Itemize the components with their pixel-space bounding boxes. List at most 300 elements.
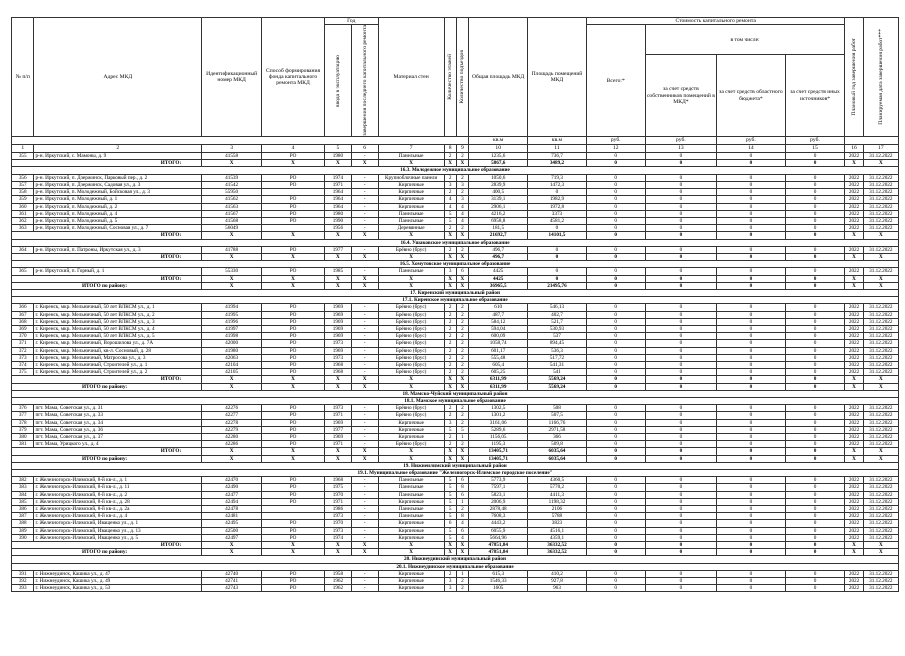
table-cell: РО bbox=[262, 333, 325, 340]
table-cell: 1964 bbox=[325, 189, 352, 196]
table-cell: 0 bbox=[586, 174, 645, 181]
table-row bbox=[12, 268, 899, 275]
table-cell: 2022 bbox=[845, 304, 863, 311]
table-cell: 0 bbox=[645, 527, 717, 534]
table-cell: 0 bbox=[645, 311, 717, 318]
table-cell: 41562 bbox=[202, 196, 262, 203]
table-cell: Панельные bbox=[378, 477, 444, 484]
table-cell: 0 bbox=[586, 455, 645, 462]
table-row bbox=[12, 434, 899, 441]
table-cell: 369 bbox=[12, 325, 34, 332]
table-cell: X bbox=[202, 282, 262, 289]
table-cell: 5 bbox=[444, 506, 456, 513]
table-cell: 382 bbox=[12, 477, 34, 484]
district-total-row bbox=[12, 383, 899, 390]
table-cell: 2906,1 bbox=[469, 203, 528, 210]
table-cell: X bbox=[444, 282, 456, 289]
table-cell: 2 bbox=[444, 412, 456, 419]
table-cell: 41568 bbox=[202, 217, 262, 224]
col-number: 11 bbox=[528, 145, 587, 153]
table-cell: 0 bbox=[645, 196, 717, 203]
table-cell: 2 bbox=[456, 354, 469, 361]
address-cell: пгт. Мама, Советская ул., д. 33 bbox=[34, 412, 202, 419]
table-cell: 6 bbox=[456, 477, 469, 484]
table-cell: X bbox=[456, 455, 469, 462]
table-cell: X bbox=[202, 549, 262, 556]
table-cell: Панельные bbox=[378, 513, 444, 520]
table-cell: 2022 bbox=[845, 412, 863, 419]
table-cell: 0 bbox=[645, 304, 717, 311]
capital-repair-table bbox=[11, 17, 899, 592]
table-cell: 31.12.2022 bbox=[863, 354, 898, 361]
table-cell: 361 bbox=[12, 210, 34, 217]
table-cell: 1195,3 bbox=[469, 441, 528, 448]
table-cell: 0 bbox=[717, 578, 785, 585]
table-cell: 0 bbox=[717, 361, 785, 368]
table-cell: 0 bbox=[586, 210, 645, 217]
table-cell: 380 bbox=[12, 434, 34, 441]
table-cell: X bbox=[325, 275, 352, 282]
table-cell: Брёвно (брус) bbox=[378, 340, 444, 347]
table-cell: Кирпичные bbox=[378, 196, 444, 203]
table-cell: РО bbox=[262, 347, 325, 354]
table-cell: 371 bbox=[12, 340, 34, 347]
table-cell: 42743 bbox=[202, 585, 262, 592]
table-cell: 521,7 bbox=[528, 318, 587, 325]
table-cell: 509,8 bbox=[528, 441, 587, 448]
table-cell: 610 bbox=[469, 304, 528, 311]
table-cell: РО bbox=[262, 196, 325, 203]
table-row bbox=[12, 412, 899, 419]
table-cell: РО bbox=[262, 520, 325, 527]
col-year-commission-header: ввода в эксплуатацию bbox=[325, 25, 352, 137]
table-cell: 537 bbox=[528, 333, 587, 340]
table-row bbox=[12, 153, 899, 160]
table-cell: X bbox=[444, 232, 456, 239]
table-cell: 0 bbox=[528, 189, 587, 196]
table-cell: 0 bbox=[717, 376, 785, 383]
table-row bbox=[12, 325, 899, 332]
address-cell: г. Киренск, мкр. Мельничный, 50 лет ВЛКСМ ул., д. 1 bbox=[34, 304, 202, 311]
table-cell: 31.12.2022 bbox=[863, 347, 898, 354]
table-cell: 42000 bbox=[202, 340, 262, 347]
table-cell: X bbox=[444, 275, 456, 282]
table-cell: 2 bbox=[456, 174, 469, 181]
table-cell: X bbox=[378, 542, 444, 549]
table-cell: 601,17 bbox=[469, 347, 528, 354]
table-cell: Кирпичные bbox=[378, 578, 444, 585]
table-cell: 41995 bbox=[202, 311, 262, 318]
table-cell: 370 bbox=[12, 333, 34, 340]
table-cell: 381 bbox=[12, 441, 34, 448]
table-cell: X bbox=[456, 275, 469, 282]
table-cell: РО bbox=[262, 354, 325, 361]
table-row bbox=[12, 484, 899, 491]
table-cell: 366 bbox=[528, 434, 587, 441]
table-cell: 0 bbox=[645, 405, 717, 412]
table-cell: 3139,1 bbox=[469, 196, 528, 203]
section-header-row bbox=[12, 167, 899, 174]
table-cell: 0 bbox=[645, 498, 717, 505]
column-numbers-row bbox=[12, 145, 899, 153]
total-label: ИТОГО по району: bbox=[12, 282, 202, 289]
table-cell: 517,72 bbox=[528, 354, 587, 361]
table-cell: X bbox=[845, 549, 863, 556]
table-cell: 31.12.2022 bbox=[863, 369, 898, 376]
table-cell: 2 bbox=[456, 347, 469, 354]
subtotal-row bbox=[12, 253, 899, 260]
table-cell: 0 bbox=[717, 268, 785, 275]
table-row bbox=[12, 354, 899, 361]
address-cell: р-н. Иркутский, п. Дзержинск, Парковый пер., д. 2 bbox=[34, 174, 202, 181]
table-cell: 1971 bbox=[325, 181, 352, 188]
section-title: 17. Киренский муниципальный район bbox=[12, 289, 899, 296]
section-header-row bbox=[12, 397, 899, 404]
table-cell: X bbox=[262, 160, 325, 167]
table-cell: 2878,48 bbox=[469, 506, 528, 513]
table-cell: 1974 bbox=[325, 534, 352, 541]
table-cell: 2 bbox=[456, 311, 469, 318]
table-cell: X bbox=[863, 455, 898, 462]
table-cell: 0 bbox=[586, 160, 645, 167]
table-cell: 4411,3 bbox=[528, 491, 587, 498]
table-cell: 5 bbox=[444, 498, 456, 505]
table-cell: 2022 bbox=[845, 484, 863, 491]
table-cell: 47851,84 bbox=[469, 549, 528, 556]
address-cell: р-н. Иркутский, п. Молодежный, Сосновая ул., д. 7 bbox=[34, 225, 202, 232]
table-cell: 2022 bbox=[845, 181, 863, 188]
table-cell: 41997 bbox=[202, 325, 262, 332]
table-cell: 385 bbox=[12, 498, 34, 505]
table-cell: 0 bbox=[645, 506, 717, 513]
table-cell: 0 bbox=[785, 246, 845, 253]
table-cell: X bbox=[378, 275, 444, 282]
table-cell: 2 bbox=[444, 434, 456, 441]
table-cell: - bbox=[351, 527, 378, 534]
table-cell: 2 bbox=[456, 304, 469, 311]
table-cell: Кирпичные bbox=[378, 570, 444, 577]
table-cell: 31.12.2022 bbox=[863, 153, 898, 160]
table-cell: 42495 bbox=[202, 520, 262, 527]
table-cell: 0 bbox=[645, 369, 717, 376]
table-cell: 4359,1 bbox=[528, 534, 587, 541]
table-row bbox=[12, 210, 899, 217]
table-cell: X bbox=[325, 455, 352, 462]
table-cell: 41539 bbox=[202, 174, 262, 181]
table-cell: X bbox=[378, 549, 444, 556]
address-cell: р-н. Иркутский, п. Патроны, Иркутская ул., д. 3 bbox=[34, 246, 202, 253]
table-cell: 36332,52 bbox=[528, 542, 587, 549]
address-cell: г. Железногорск-Илимский, 8-й кв-л., д. 4 bbox=[34, 513, 202, 520]
table-cell: 5 bbox=[444, 534, 456, 541]
table-cell: X bbox=[845, 542, 863, 549]
table-cell: X bbox=[456, 253, 469, 260]
table-cell: 1980 bbox=[325, 210, 352, 217]
table-cell: 402,7 bbox=[528, 311, 587, 318]
table-cell: 2022 bbox=[845, 426, 863, 433]
table-cell: 4360,5 bbox=[528, 477, 587, 484]
table-cell: 4443,2 bbox=[469, 520, 528, 527]
table-cell: - bbox=[351, 498, 378, 505]
table-cell: 0 bbox=[586, 376, 645, 383]
total-label: ИТОГО: bbox=[12, 160, 202, 167]
table-cell: 0 bbox=[645, 426, 717, 433]
table-cell: 6 bbox=[444, 520, 456, 527]
unit-cell: кв.м bbox=[528, 137, 587, 145]
table-cell: 1977 bbox=[325, 426, 352, 433]
table-cell: 36965,5 bbox=[469, 282, 528, 289]
col-number: 7 bbox=[378, 145, 444, 153]
table-cell: - bbox=[351, 585, 378, 592]
table-row bbox=[12, 520, 899, 527]
table-cell: 0 bbox=[586, 354, 645, 361]
table-cell: - bbox=[351, 419, 378, 426]
table-cell: 2 bbox=[444, 347, 456, 354]
table-cell: 2 bbox=[456, 585, 469, 592]
table-cell: X bbox=[845, 160, 863, 167]
table-cell: 2022 bbox=[845, 520, 863, 527]
table-cell: - bbox=[351, 520, 378, 527]
table-cell: 541,31 bbox=[528, 361, 587, 368]
table-cell: Панельные bbox=[378, 268, 444, 275]
table-cell: X bbox=[456, 448, 469, 455]
table-cell: 4425 bbox=[469, 275, 528, 282]
table-cell: 0 bbox=[717, 441, 785, 448]
table-cell: 1969 bbox=[325, 347, 352, 354]
table-cell: Кирпичные bbox=[378, 419, 444, 426]
table-cell: РО bbox=[262, 434, 325, 441]
table-cell: 0 bbox=[785, 189, 845, 196]
table-cell: 2 bbox=[456, 189, 469, 196]
table-cell: 42063 bbox=[202, 354, 262, 361]
table-row bbox=[12, 311, 899, 318]
table-cell: 377 bbox=[12, 412, 34, 419]
table-cell: 375 bbox=[12, 369, 34, 376]
table-cell: 2839,9 bbox=[469, 181, 528, 188]
table-cell: 31.12.2022 bbox=[863, 477, 898, 484]
table-cell: 605,4 bbox=[469, 361, 528, 368]
table-cell: 0 bbox=[785, 333, 845, 340]
table-cell: 2 bbox=[444, 340, 456, 347]
table-cell: X bbox=[351, 253, 378, 260]
table-cell: РО bbox=[262, 527, 325, 534]
table-cell: 4 bbox=[456, 520, 469, 527]
table-cell: X bbox=[351, 542, 378, 549]
table-cell: 0 bbox=[586, 275, 645, 282]
table-cell: 0 bbox=[785, 181, 845, 188]
table-cell: Панельные bbox=[378, 491, 444, 498]
table-cell: 2022 bbox=[845, 513, 863, 520]
table-cell: 41563 bbox=[202, 203, 262, 210]
table-cell: Брёвно (брус) bbox=[378, 369, 444, 376]
table-cell: 0 bbox=[586, 347, 645, 354]
table-cell: 1964 bbox=[325, 203, 352, 210]
table-cell: 0 bbox=[717, 174, 785, 181]
table-cell: X bbox=[444, 160, 456, 167]
table-cell: 31.12.2022 bbox=[863, 246, 898, 253]
table-cell: 0 bbox=[645, 484, 717, 491]
table-cell: 13405,71 bbox=[469, 448, 528, 455]
col-total-area-header: Общая площадь МКД bbox=[469, 18, 528, 137]
table-cell: 0 bbox=[645, 174, 717, 181]
table-cell: 2022 bbox=[845, 318, 863, 325]
district-total-row bbox=[12, 549, 899, 556]
table-cell: 0 bbox=[528, 225, 587, 232]
table-cell: 31.12.2022 bbox=[863, 318, 898, 325]
col-number: 16 bbox=[845, 145, 863, 153]
table-cell: Кирпичные bbox=[378, 534, 444, 541]
table-cell: Брёвно (брус) bbox=[378, 325, 444, 332]
table-cell: Брёвно (брус) bbox=[378, 441, 444, 448]
table-cell: 1235,6 bbox=[469, 153, 528, 160]
table-cell: 0 bbox=[645, 477, 717, 484]
table-cell: 4216,2 bbox=[469, 210, 528, 217]
table-cell: X bbox=[845, 253, 863, 260]
table-cell: 0 bbox=[586, 282, 645, 289]
table-cell: 2022 bbox=[845, 405, 863, 412]
table-cell: 2022 bbox=[845, 498, 863, 505]
table-cell: 374 bbox=[12, 361, 34, 368]
table-cell: 1472,3 bbox=[528, 181, 587, 188]
table-cell: РО bbox=[262, 181, 325, 188]
table-cell: 410,2 bbox=[528, 570, 587, 577]
total-label: ИТОГО: bbox=[12, 275, 202, 282]
table-cell: 5 bbox=[456, 426, 469, 433]
table-cell: 2022 bbox=[845, 434, 863, 441]
table-cell: X bbox=[351, 448, 378, 455]
table-row bbox=[12, 217, 899, 224]
col-number: 17 bbox=[863, 145, 898, 153]
table-cell: 507,5 bbox=[528, 412, 587, 419]
table-cell: 6055,9 bbox=[469, 527, 528, 534]
table-cell: X bbox=[845, 383, 863, 390]
table-cell: 0 bbox=[785, 340, 845, 347]
table-cell: 0 bbox=[717, 513, 785, 520]
table-cell: - bbox=[351, 441, 378, 448]
table-cell: X bbox=[325, 549, 352, 556]
table-cell: Кирпичные bbox=[378, 520, 444, 527]
table-cell: - bbox=[351, 477, 378, 484]
table-cell: 6311,99 bbox=[469, 383, 528, 390]
table-cell: 365 bbox=[12, 268, 34, 275]
table-cell: 1969 bbox=[325, 325, 352, 332]
table-cell: X bbox=[202, 253, 262, 260]
table-cell: 0 bbox=[717, 347, 785, 354]
table-cell: 0 bbox=[717, 181, 785, 188]
table-cell: 3161,06 bbox=[469, 419, 528, 426]
table-cell: X bbox=[845, 448, 863, 455]
table-cell: Кирпичные bbox=[378, 426, 444, 433]
table-cell: 2 bbox=[456, 419, 469, 426]
table-cell: 0 bbox=[785, 542, 845, 549]
section-header-row bbox=[12, 390, 899, 397]
table-cell: X bbox=[378, 160, 444, 167]
address-cell: р-н. Иркутский, п. Молодежный, д. 2 bbox=[34, 203, 202, 210]
table-cell: - bbox=[351, 426, 378, 433]
table-cell: 0 bbox=[586, 491, 645, 498]
table-cell: 0 bbox=[586, 549, 645, 556]
table-cell: X bbox=[262, 542, 325, 549]
table-cell: X bbox=[378, 232, 444, 239]
table-cell: 0 bbox=[785, 268, 845, 275]
table-cell: 2022 bbox=[845, 534, 863, 541]
table-row bbox=[12, 181, 899, 188]
table-cell: X bbox=[444, 549, 456, 556]
table-cell: 2022 bbox=[845, 506, 863, 513]
col-number: 4 bbox=[262, 145, 325, 153]
table-cell: 0 bbox=[717, 232, 785, 239]
district-total-row bbox=[12, 455, 899, 462]
table-cell: 0 bbox=[785, 153, 845, 160]
table-cell: РО bbox=[262, 491, 325, 498]
table-cell: 1973 bbox=[325, 405, 352, 412]
table-cell: 555,48 bbox=[469, 354, 528, 361]
table-cell: 0 bbox=[586, 412, 645, 419]
col-number: 5 bbox=[325, 145, 352, 153]
table-cell: 0 bbox=[785, 347, 845, 354]
table-cell: Брёвно (брус) bbox=[378, 304, 444, 311]
table-cell: 31.12.2022 bbox=[863, 498, 898, 505]
table-cell: 1972,8 bbox=[528, 203, 587, 210]
table-cell: X bbox=[325, 253, 352, 260]
table-cell: 2022 bbox=[845, 477, 863, 484]
table-cell: 0 bbox=[586, 383, 645, 390]
table-cell: 6 bbox=[456, 491, 469, 498]
table-cell: РО bbox=[262, 318, 325, 325]
address-cell: г. Железногорск-Илимский, 8-й кв-л., д. 11 bbox=[34, 484, 202, 491]
table-cell: 0 bbox=[717, 534, 785, 541]
address-cell: р-н. Иркутский, п. Молодежный, Бойсковая ул., д. 3 bbox=[34, 189, 202, 196]
table-cell: 0 bbox=[717, 412, 785, 419]
table-cell: 0 bbox=[586, 232, 645, 239]
table-cell: 2022 bbox=[845, 347, 863, 354]
table-cell: 2 bbox=[444, 405, 456, 412]
table-cell: X bbox=[351, 282, 378, 289]
table-cell: 0 bbox=[586, 441, 645, 448]
table-cell: - bbox=[351, 311, 378, 318]
table-cell: X bbox=[456, 542, 469, 549]
table-cell: 0 bbox=[586, 369, 645, 376]
table-cell: Брёвно (брус) bbox=[378, 405, 444, 412]
table-cell: Кирпичные bbox=[378, 203, 444, 210]
table-row bbox=[12, 225, 899, 232]
table-cell: 1980 bbox=[325, 153, 352, 160]
table-cell: 2 bbox=[456, 318, 469, 325]
table-row bbox=[12, 506, 899, 513]
table-cell: X bbox=[262, 232, 325, 239]
table-cell: 5 bbox=[444, 484, 456, 491]
table-cell: 0 bbox=[717, 455, 785, 462]
table-cell: 0 bbox=[717, 246, 785, 253]
table-cell: 2 bbox=[456, 361, 469, 368]
table-cell: 1973 bbox=[325, 340, 352, 347]
table-cell: 0 bbox=[717, 153, 785, 160]
table-cell: 2022 bbox=[845, 491, 863, 498]
table-cell: 3 bbox=[456, 181, 469, 188]
table-cell: 2022 bbox=[845, 311, 863, 318]
table-cell: 0 bbox=[717, 354, 785, 361]
table-cell: 0 bbox=[785, 484, 845, 491]
table-cell: - bbox=[351, 153, 378, 160]
table-cell: 0 bbox=[785, 506, 845, 513]
table-cell: 41994 bbox=[202, 304, 262, 311]
section-header-row bbox=[12, 470, 899, 477]
table-cell: 358 bbox=[12, 189, 34, 196]
table-cell: X bbox=[863, 542, 898, 549]
table-cell: X bbox=[863, 282, 898, 289]
table-cell: 0 bbox=[785, 318, 845, 325]
table-cell: 31.12.2022 bbox=[863, 340, 898, 347]
